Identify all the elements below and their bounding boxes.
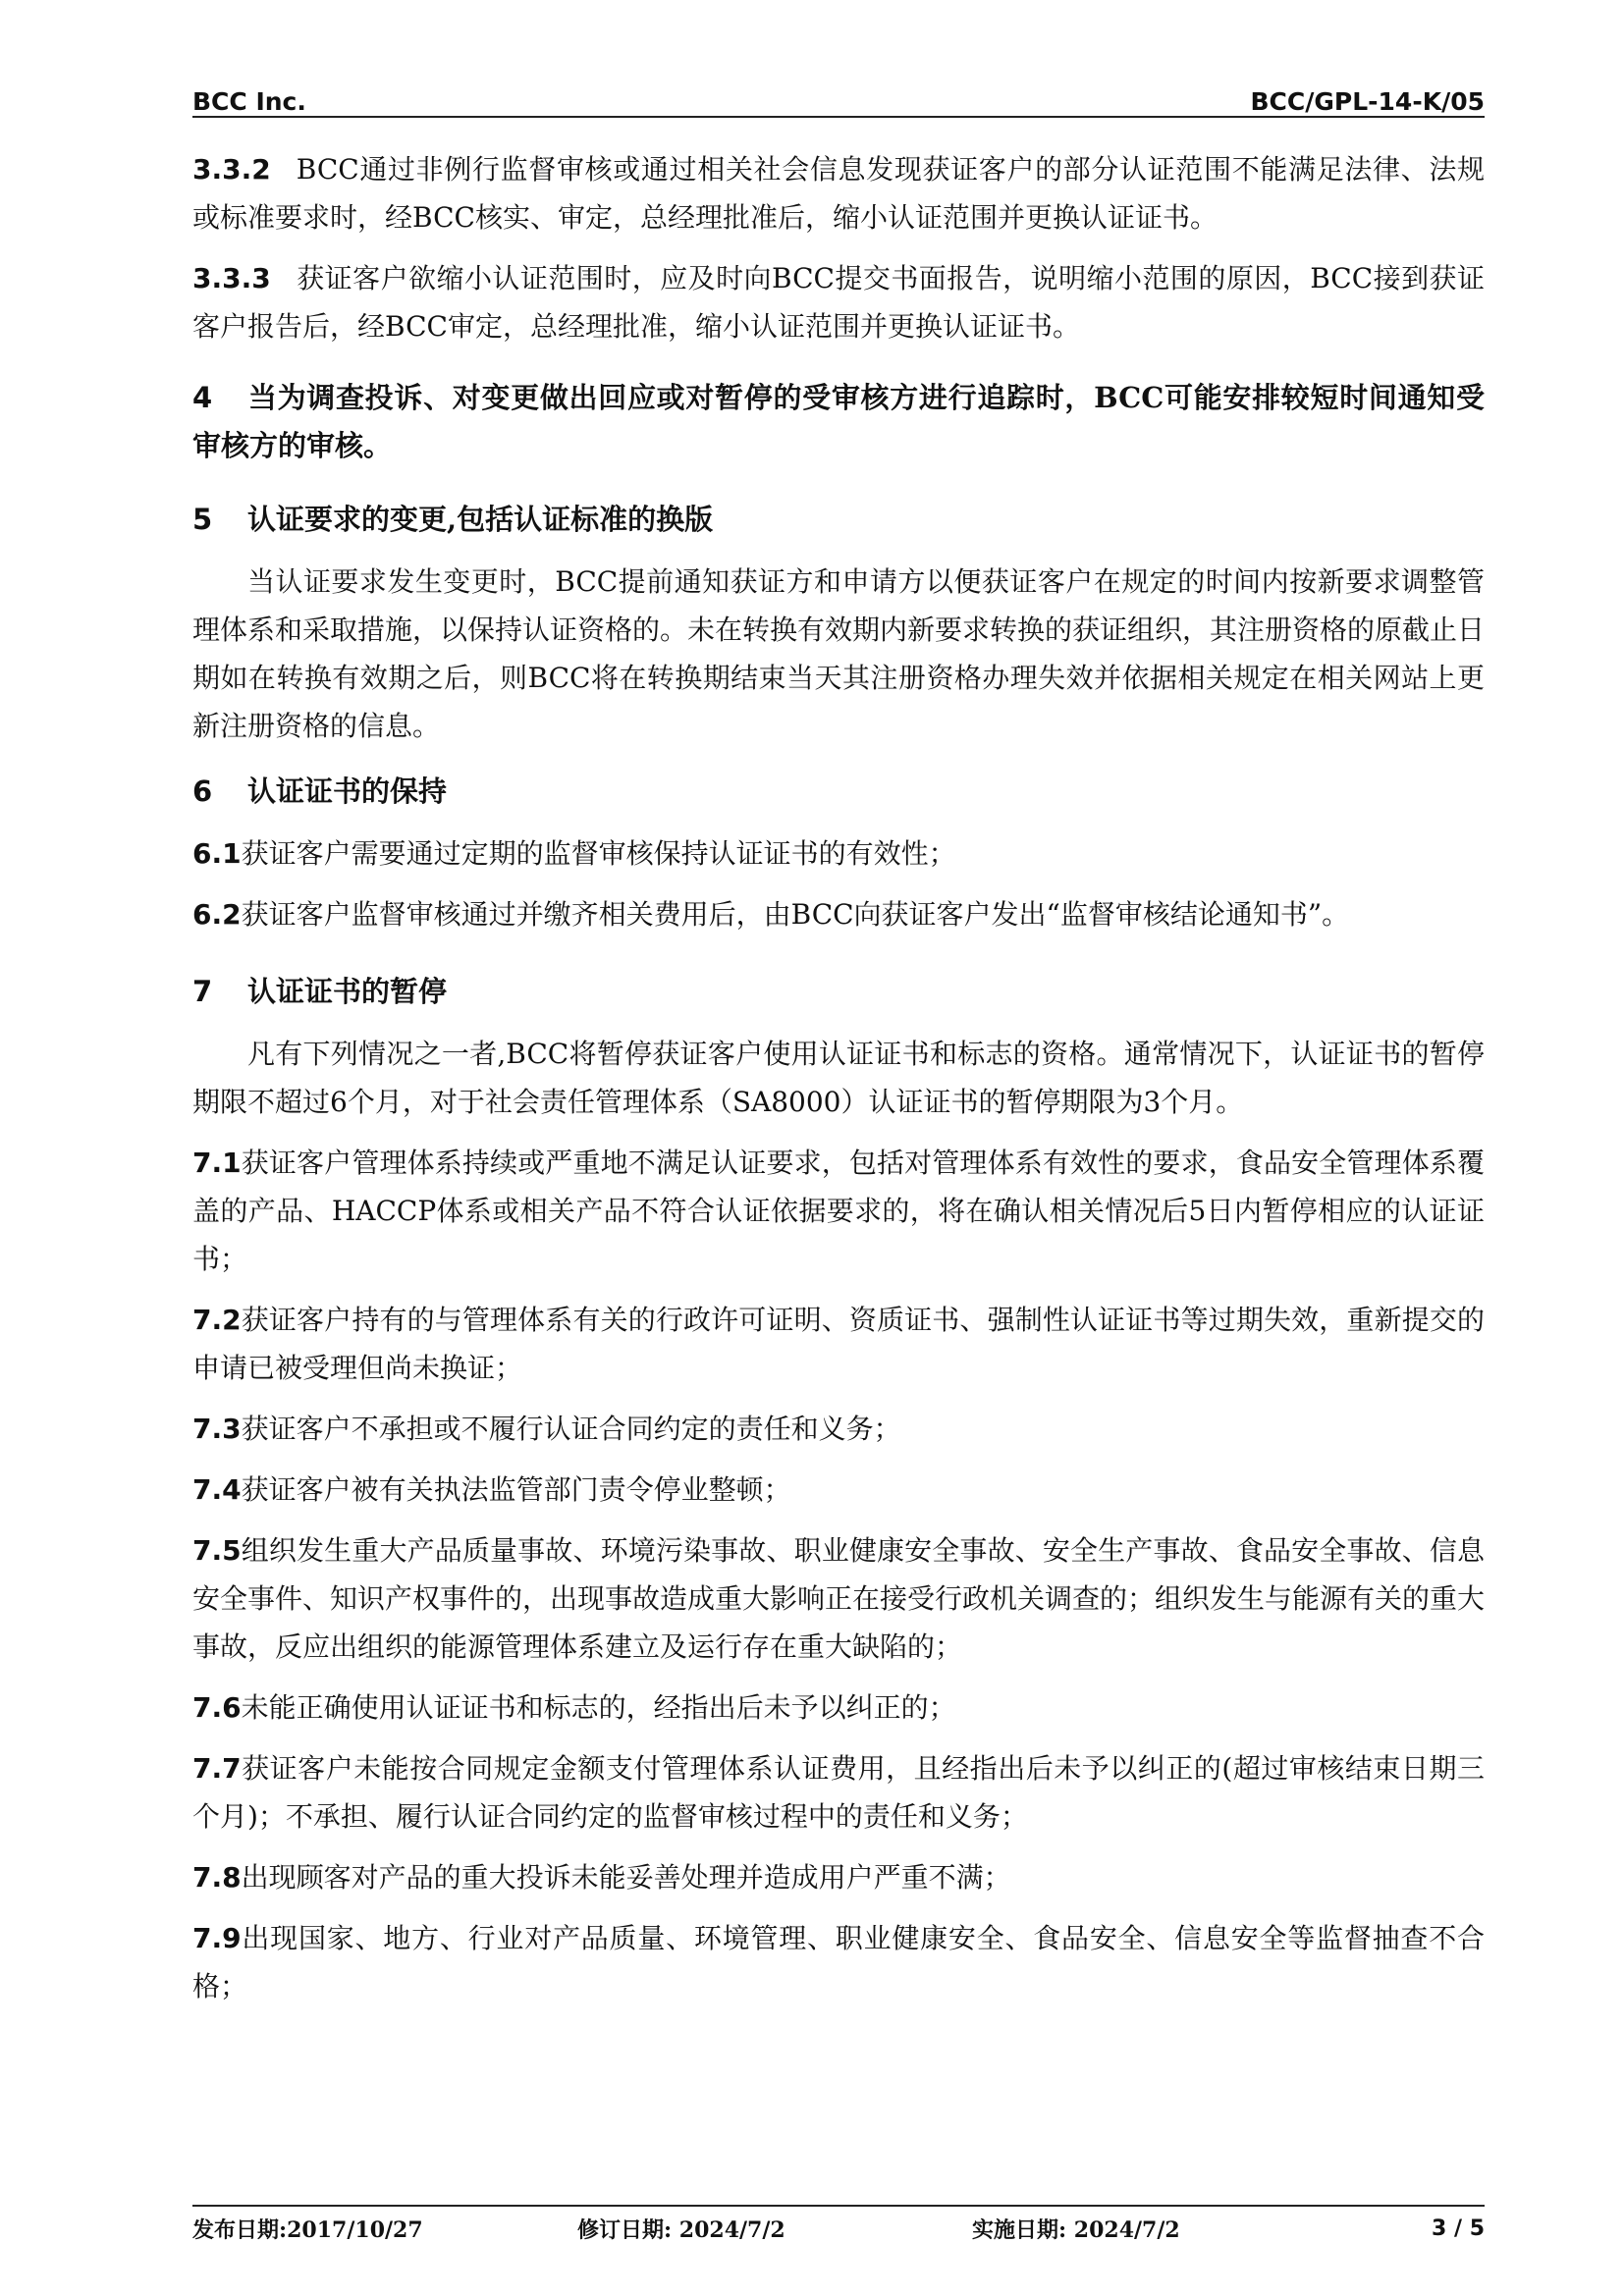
section-title: 认证要求的变更,包括认证标准的换版 (247, 503, 714, 536)
clause-number: 7.6 (192, 1691, 242, 1724)
section-5-heading (192, 496, 1485, 544)
section-number: 5 (192, 503, 213, 536)
clause-text: 获证客户未能按合同规定金额支付管理体系认证费用，且经指出后未予以纠正的(超过审核结束日期三个月)；不承担、履行认证合同约定的监督审核过程中的责任和义务； (192, 1752, 1485, 1833)
clause-text: 出现国家、地方、行业对产品质量、环境管理、职业健康安全、食品安全、信息安全等监督抽查不合格； (192, 1922, 1485, 2002)
section-5-body: 当认证要求发生变更时，BCC提前通知获证方和申请方以便获证客户在规定的时间内按新要求调整管理体系和采取措施，以保持认证资格的。未在转换有效期内新要求转换的获证组织，其注册资格的原截止日期如在转换有效期之后，则BCC将在转换期结束当天其注册资格办理失效并依据相关规定在相关网站上更新注册资格的信息。 (192, 565, 1486, 742)
header-divider (192, 116, 1485, 118)
clause-text: 获证客户需要通过定期的监督审核保持认证证书的有效性； (241, 837, 956, 870)
section-6-heading (192, 768, 1485, 816)
clause-7-2 (192, 1296, 1485, 1392)
clause-number: 6.1 (192, 837, 242, 870)
footer-divider (192, 2205, 1485, 2207)
section-title: 认证证书的保持 (247, 774, 448, 808)
clause-text: 出现顾客对产品的重大投诉未能妥善处理并造成用户严重不满； (241, 1861, 1011, 1894)
page-footer (192, 2211, 1485, 2246)
section-7-intro: 凡有下列情况之一者,BCC将暂停获证客户使用认证证书和标志的资格。通常情况下，认证证书的暂停期限不超过6个月，对于社会责任管理体系（SA8000）认证证书的暂停期限为3个月。 (192, 1038, 1485, 1118)
clause-number: 6.2 (192, 898, 242, 931)
clause-3-3-3 (192, 254, 1485, 350)
header-doc-code: BCC/GPL-14-K/05 (1250, 87, 1485, 116)
clause-7-8 (192, 1853, 1485, 1901)
section-4 (192, 374, 1485, 470)
section-title: 认证证书的暂停 (247, 975, 448, 1008)
clause-text: 获证客户持有的与管理体系有关的行政许可证明、资质证书、强制性认证证书等过期失效，重新提交的申请已被受理但尚未换证； (192, 1304, 1485, 1384)
clause-7-4 (192, 1466, 1485, 1514)
section-number: 6 (192, 774, 213, 808)
section-number: 7 (192, 975, 213, 1008)
clause-7-5 (192, 1526, 1485, 1671)
footer-revision-date: 修订日期: 2024/7/2 (577, 2216, 785, 2243)
page-header (192, 77, 1485, 116)
clause-text: 获证客户欲缩小认证范围时，应及时向BCC提交书面报告，说明缩小范围的原因，BCC接到获证客户报告后，经BCC审定，总经理批准，缩小认证范围并更换认证证书。 (192, 262, 1485, 343)
clause-7-7 (192, 1744, 1485, 1841)
clause-6-2 (192, 890, 1485, 938)
section-number: 4 (192, 381, 213, 414)
clause-number: 7.8 (192, 1861, 242, 1894)
clause-text: 获证客户监督审核通过并缴齐相关费用后，由BCC向获证客户发出“监督审核结论通知书”。 (241, 898, 1350, 931)
clause-number: 7.4 (192, 1473, 242, 1506)
section-7-heading (192, 968, 1485, 1016)
clause-number: 7.9 (192, 1922, 242, 1954)
clause-text: 组织发生重大产品质量事故、环境污染事故、职业健康安全事故、安全生产事故、食品安全事故、信息安全事件、知识产权事件的，出现事故造成重大影响正在接受行政机关调查的；组织发生与能源有关的重大事故，反应出组织的能源管理体系建立及运行存在重大缺陷的； (192, 1534, 1486, 1663)
clause-number: 3.3.2 (192, 153, 271, 186)
footer-issue-date: 发布日期:2017/10/27 (192, 2216, 423, 2243)
footer-effective-date: 实施日期: 2024/7/2 (972, 2216, 1180, 2243)
document-body (192, 145, 1485, 2023)
clause-number: 7.2 (192, 1304, 242, 1336)
clause-text: BCC通过非例行监督审核或通过相关社会信息发现获证客户的部分认证范围不能满足法律、法规或标准要求时，经BCC核实、审定，总经理批准后，缩小认证范围并更换认证证书。 (192, 153, 1485, 234)
clause-text: 获证客户被有关执法监管部门责令停业整顿； (241, 1473, 791, 1506)
footer-page-number: 3 / 5 (1432, 2216, 1485, 2241)
clause-7-3 (192, 1405, 1485, 1453)
clause-number: 3.3.3 (192, 262, 271, 294)
clause-text: 获证客户管理体系持续或严重地不满足认证要求，包括对管理体系有效性的要求，食品安全管理体系覆盖的产品、HACCP体系或相关产品不符合认证依据要求的，将在确认相关情况后5日内暂停相应的认证证书； (192, 1147, 1485, 1275)
clause-number: 7.7 (192, 1752, 242, 1785)
clause-text: 获证客户不承担或不履行认证合同约定的责任和义务； (241, 1413, 901, 1445)
clause-6-1 (192, 829, 1485, 878)
clause-7-1 (192, 1139, 1485, 1283)
section-text: 当为调查投诉、对变更做出回应或对暂停的受审核方进行追踪时，BCC可能安排较短时间通知受审核方的审核。 (192, 381, 1485, 462)
clause-3-3-2 (192, 145, 1485, 241)
clause-7-6 (192, 1683, 1485, 1732)
clause-7-9 (192, 1914, 1485, 2010)
clause-number: 7.1 (192, 1147, 242, 1179)
clause-number: 7.3 (192, 1413, 242, 1445)
clause-number: 7.5 (192, 1534, 242, 1567)
clause-text: 未能正确使用认证证书和标志的，经指出后未予以纠正的； (241, 1691, 956, 1724)
header-company: BCC Inc. (192, 87, 306, 116)
